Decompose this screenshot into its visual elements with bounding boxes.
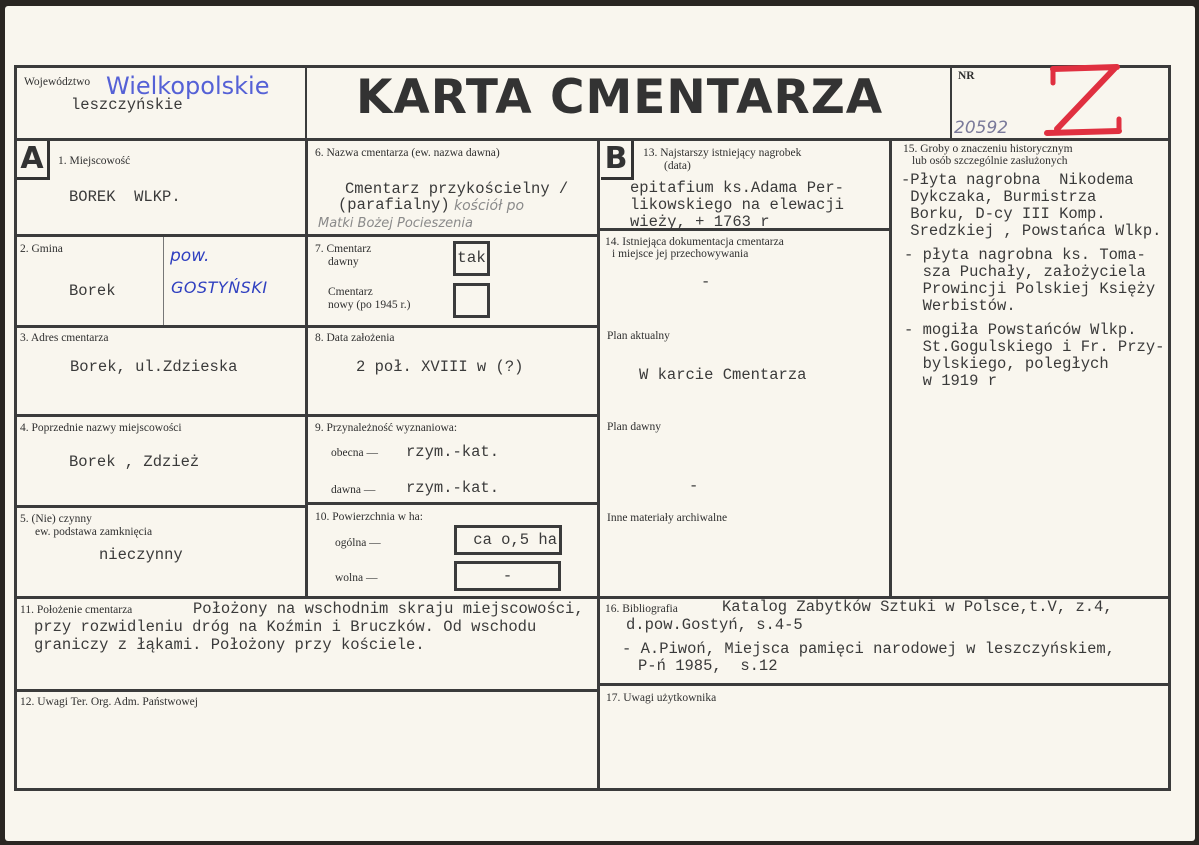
f9-obecna-value: rzym.-kat.	[406, 443, 500, 461]
f7-dawny-label-1: 7. Cmentarz	[315, 243, 372, 255]
f1-value: BOREK WLKP.	[69, 188, 181, 206]
f16-line-1: Katalog Zabytków Sztuki w Polsce,t.V, z.4,	[722, 598, 1113, 616]
f15-line: bylskiego, poległych	[904, 355, 1109, 373]
f7-nowy-label-1: Cmentarz	[328, 286, 373, 298]
header-divider	[14, 138, 1171, 141]
wojewodztwo-value: leszczyńskie	[71, 96, 183, 114]
f13-label-1: 13. Najstarszy istniejący nagrobek	[643, 147, 802, 159]
header-vline-1	[305, 65, 307, 140]
plan-dawny-value: -	[689, 477, 699, 495]
f9-dawna-label: dawna —	[331, 484, 376, 496]
f12-label: 12. Uwagi Ter. Org. Adm. Państwowej	[20, 696, 198, 708]
f16-line-3: - A.Piwoń, Miejsca pamięci narodowej w leszczyńskiem,	[622, 640, 1115, 658]
f2-handwritten-pow: pow.	[170, 246, 210, 266]
c1-h1	[14, 234, 308, 237]
nr-label: NR	[958, 70, 975, 82]
f1-label: 1. Miejscowość	[58, 155, 131, 167]
f14-label-1: 14. Istniejąca dokumentacja cmentarza	[605, 236, 784, 248]
mid-vline	[597, 596, 600, 791]
f4-value: Borek , Zdzież	[69, 453, 200, 471]
f8-value: 2 poł. XVIII w (?)	[356, 358, 524, 376]
mid-h-left	[14, 689, 600, 692]
c1-h4	[14, 505, 308, 508]
f17-label: 17. Uwagi użytkownika	[606, 692, 717, 704]
c2-h1	[306, 234, 600, 237]
f13-line-2: likowskiego na elewacji	[630, 196, 844, 214]
f11-line-1: Położony na wschodnim skraju miejscowości,	[193, 600, 584, 618]
f15-line: - płyta nagrobna ks. Toma-	[904, 246, 1146, 264]
red-mark-z-icon	[1043, 63, 1123, 137]
f15-line: sza Puchały, założyciela	[904, 263, 1146, 281]
cemetery-record-card	[5, 6, 1195, 841]
f7-nowy-checkbox[interactable]	[453, 283, 490, 318]
f9-label: 9. Przynależność wyznaniowa:	[315, 422, 458, 434]
wojewodztwo-stamp: Wielkopolskie	[106, 72, 270, 100]
f5-label-2: ew. podstawa zamknięcia	[35, 526, 153, 538]
section-b-marker: B	[601, 141, 634, 180]
header-vline-2	[950, 65, 952, 140]
col-vline-3	[889, 140, 892, 598]
f9-dawna-value: rzym.-kat.	[406, 479, 500, 497]
f15-label-1: 15. Groby o znaczeniu historycznym	[903, 143, 1073, 155]
f10-label: 10. Powierzchnia w ha:	[315, 511, 423, 523]
f4-label: 4. Poprzednie nazwy miejscowości	[20, 422, 182, 434]
f6-handwritten-1: kościół po	[454, 198, 525, 214]
f16-label: 16. Bibliografia	[605, 603, 678, 615]
f5-label-1: 5. (Nie) czynny	[20, 513, 92, 525]
f15-line: Prowincji Polskiej Księży	[904, 280, 1156, 298]
f6-value-1: Cmentarz przykościelny /	[345, 180, 569, 198]
f6-label: 6. Nazwa cmentarza (ew. nazwa dawna)	[315, 147, 500, 159]
f15-line: - mogiła Powstańców Wlkp.	[904, 321, 1137, 339]
f15-line: -Płyta nagrobna Nikodema	[901, 171, 1134, 189]
f7-nowy-label-2: nowy (po 1945 r.)	[328, 299, 411, 311]
f11-label: 11. Położenie cmentarza	[20, 604, 133, 616]
plan-dawny-label: Plan dawny	[607, 421, 661, 433]
f11-line-3: graniczy z łąkami. Położony przy kościele.	[34, 636, 425, 654]
f13-line-3: wieży, + 1763 r	[630, 213, 770, 231]
f2-label: 2. Gmina	[20, 243, 63, 255]
f15-line: St.Gogulskiego i Fr. Przy-	[904, 338, 1165, 356]
col-vline-1	[305, 140, 308, 598]
f14-value: -	[701, 273, 711, 291]
frame-bottom	[14, 788, 1171, 791]
f9-obecna-label: obecna —	[331, 447, 378, 459]
f6-handwritten-2: Matki Bożej Pocieszenia	[318, 216, 473, 231]
f5-value: nieczynny	[99, 546, 183, 564]
f2-handwritten-gostynski: GOSTYŃSKI	[171, 278, 268, 297]
c2-h4	[306, 502, 600, 505]
nr-handwritten-value: 20592	[954, 118, 1009, 138]
f3-value: Borek, ul.Zdzieska	[70, 358, 238, 376]
section-a-marker: A	[17, 141, 50, 180]
f15-line: Werbistów.	[904, 297, 1016, 315]
f16-line-2: d.pow.Gostyń, s.4-5	[626, 616, 803, 634]
f10-ogolna-label: ogólna —	[335, 537, 381, 549]
gmina-vline	[163, 237, 164, 325]
inne-materialy-label: Inne materiały archiwalne	[607, 512, 728, 524]
f8-label: 8. Data założenia	[315, 332, 395, 344]
f7-dawny-label-2: dawny	[328, 256, 359, 268]
f15-line: Borku, D-cy III Komp.	[901, 205, 1106, 223]
frame-top	[14, 65, 1171, 68]
f10-wolna-field[interactable]: -	[454, 561, 561, 591]
f15-line: w 1919 r	[904, 372, 998, 390]
plan-aktualny-value: W karcie Cmentarza	[639, 366, 807, 384]
f16-line-4: P-ń 1985, s.12	[638, 657, 778, 675]
c1-h3	[14, 414, 308, 417]
col-vline-2	[597, 140, 600, 598]
f15-label-2: lub osób szczególnie zasłużonych	[912, 155, 1068, 167]
f11-line-2: przy rozwidleniu dróg na Koźmin i Bruczków. Od wschodu	[34, 618, 537, 636]
page-title: KARTA CMENTARZA	[356, 70, 884, 125]
c2-h3	[306, 414, 600, 417]
f15-line: Dykczaka, Burmistrza	[901, 188, 1097, 206]
f13-label-2: (data)	[664, 160, 691, 172]
wojewodztwo-label: Województwo	[24, 76, 91, 88]
mid-h-right	[598, 683, 1171, 686]
f2-value: Borek	[69, 282, 116, 300]
f15-line: Sredzkiej , Powstańca Wlkp.	[901, 222, 1162, 240]
plan-aktualny-label: Plan aktualny	[607, 330, 670, 342]
f10-ogolna-field[interactable]: ca o,5 ha	[454, 525, 562, 555]
f6-value-2: (parafialny)	[338, 196, 450, 214]
f3-label: 3. Adres cmentarza	[20, 332, 109, 344]
f14-label-2: i miejsce jej przechowywania	[612, 248, 749, 260]
f7-dawny-checkbox[interactable]: tak	[453, 241, 490, 276]
c1-h2	[14, 325, 308, 328]
c2-h2	[306, 325, 600, 328]
f13-line-1: epitafium ks.Adama Per-	[630, 179, 844, 197]
f10-wolna-label: wolna —	[335, 572, 378, 584]
